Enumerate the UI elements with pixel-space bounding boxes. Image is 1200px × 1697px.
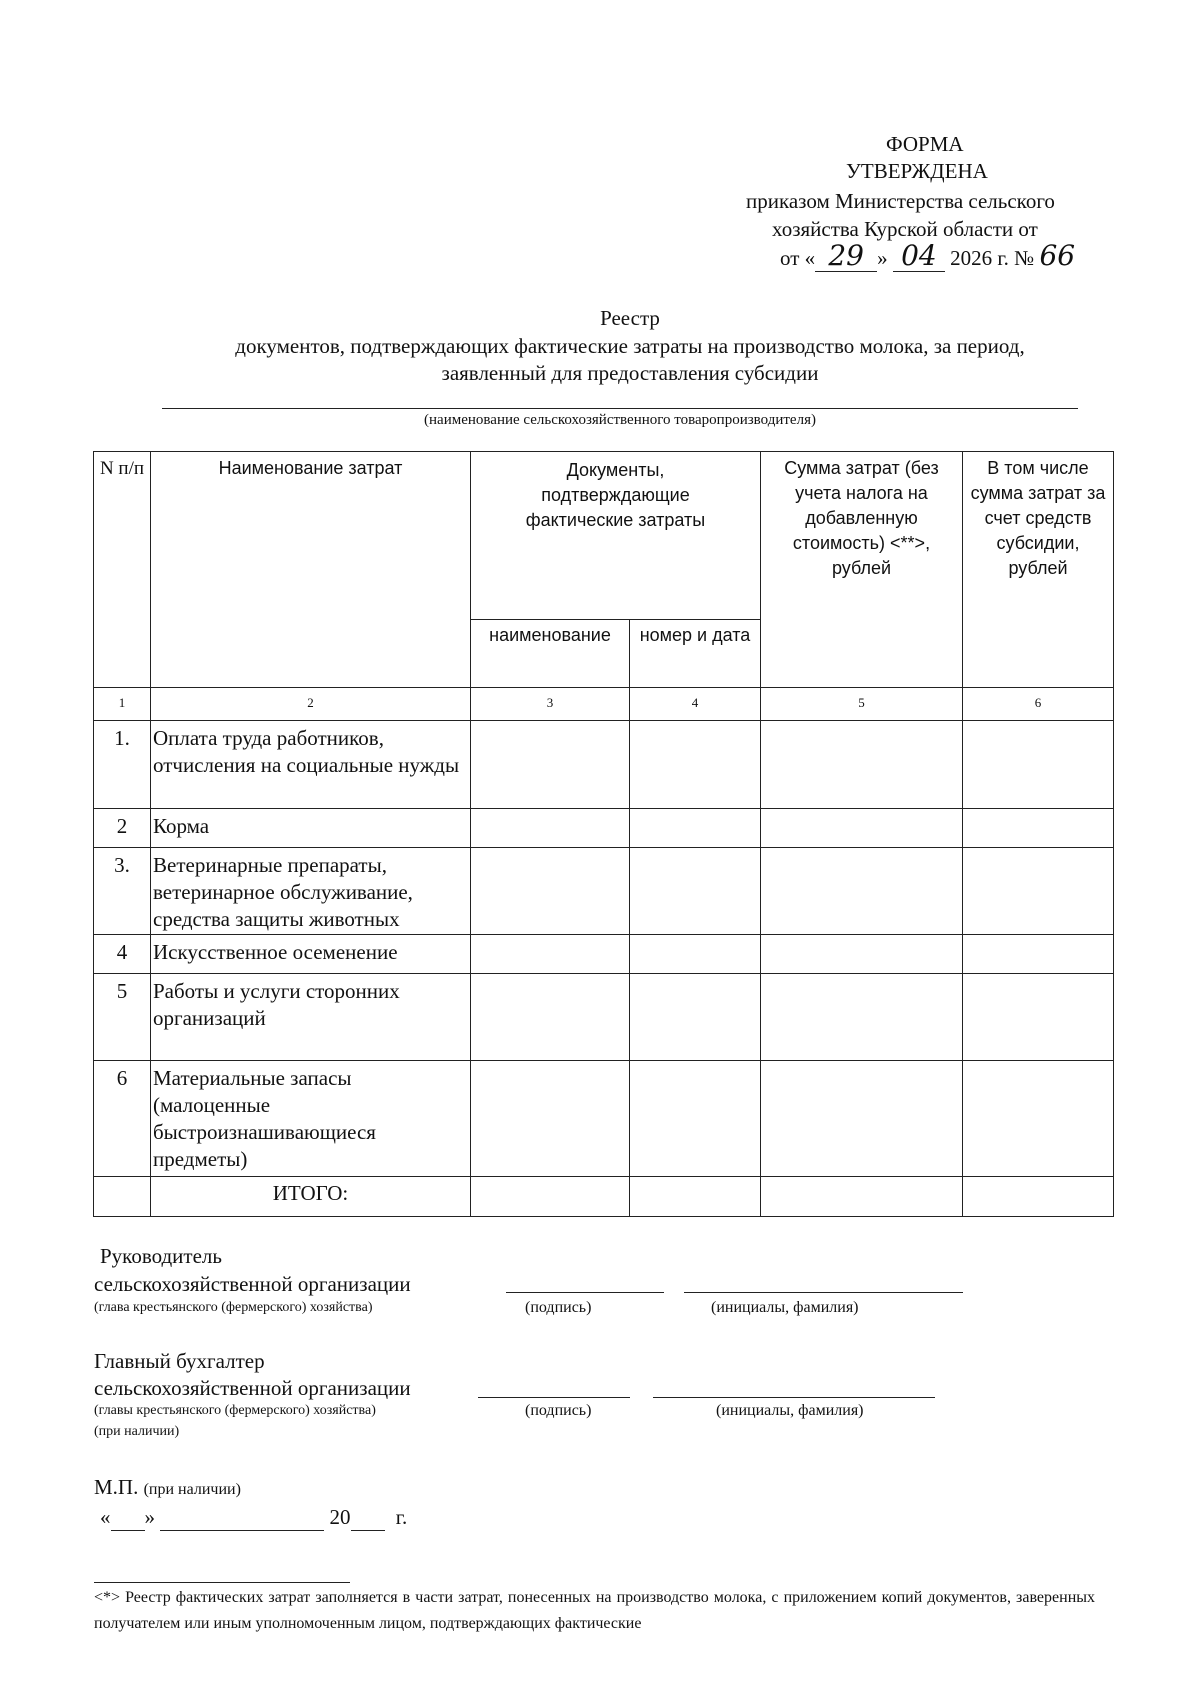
subsidy-cell[interactable] <box>963 848 1114 935</box>
approval-year: 2026 г. № <box>950 246 1035 270</box>
title-registry: Реестр <box>600 306 660 330</box>
date-open: « <box>100 1505 111 1529</box>
approval-line-4: хозяйства Курской области от <box>772 217 1038 241</box>
producer-caption: (наименование сельскохозяйственного товаропроизводителя) <box>424 412 816 428</box>
total-subsidy-cell[interactable] <box>963 1177 1114 1217</box>
row-number: 2 <box>94 809 151 848</box>
title-line-3: заявленный для предоставления субсидии <box>441 361 819 385</box>
row-cost-name: Корма <box>151 809 471 848</box>
approval-date-mid: » <box>877 246 888 270</box>
docs-name-cell[interactable] <box>471 721 630 809</box>
head-name-caption: (инициалы, фамилия) <box>711 1299 859 1316</box>
row-number: 5 <box>94 974 151 1061</box>
header-name: Наименование затрат <box>151 452 471 688</box>
date-close: » <box>144 1505 155 1529</box>
approval-line-2: УТВЕРЖДЕНА <box>846 159 988 183</box>
accountant-signature-line[interactable] <box>478 1397 630 1398</box>
approval-date-line <box>780 239 1076 272</box>
total-docs-name-cell[interactable] <box>471 1177 630 1217</box>
subsidy-cell[interactable] <box>963 721 1114 809</box>
approval-date-prefix: от « <box>780 246 816 270</box>
head-note: (глава крестьянского (фермерского) хозяйства) <box>94 1300 373 1315</box>
seal-note: (при наличии) <box>143 1481 241 1498</box>
total-row <box>94 1177 1114 1217</box>
subsidy-cell[interactable] <box>963 809 1114 848</box>
accountant-name-line[interactable] <box>653 1397 935 1398</box>
approval-line-1: ФОРМА <box>886 132 964 156</box>
header-subsidy: В том числе сумма затрат за счет средств субсидии, рублей <box>963 452 1114 688</box>
approval-number: 66 <box>1039 239 1076 272</box>
head-signature-line[interactable] <box>506 1292 664 1293</box>
docs-name-cell[interactable] <box>471 1061 630 1177</box>
col-number: 4 <box>630 688 761 721</box>
row-number: 4 <box>94 935 151 974</box>
table-row <box>94 848 1114 935</box>
header-docs-name: наименование <box>471 620 630 688</box>
title-line-2: документов, подтверждающих фактические затраты на производство молока, за период, <box>235 334 1025 358</box>
docs-number-cell[interactable] <box>630 809 761 848</box>
col-number: 6 <box>963 688 1114 721</box>
date-day-blank[interactable] <box>111 1504 145 1531</box>
seal-label: М.П. <box>94 1475 139 1499</box>
date-year-blank[interactable] <box>351 1504 385 1531</box>
table-header-row <box>94 452 1114 620</box>
docs-name-cell[interactable] <box>471 848 630 935</box>
row-number: 3. <box>94 848 151 935</box>
registry-table <box>93 451 1114 1217</box>
footnote-text: <*> Реестр фактических затрат заполняется в части затрат, понесенных на производство молока, с приложением копий документов, заверенных получателем или иным уполномоченным лицом, подтверждающих фактические <box>94 1589 1095 1632</box>
total-number-cell <box>94 1177 151 1217</box>
approval-day: 29 <box>815 243 877 272</box>
accountant-title: Главный бухгалтер <box>94 1349 265 1373</box>
date-line <box>100 1504 407 1531</box>
row-cost-name: Искусственное осеменение <box>151 935 471 974</box>
sum-cell[interactable] <box>761 809 963 848</box>
subsidy-cell[interactable] <box>963 1061 1114 1177</box>
approval-month: 04 <box>893 243 945 272</box>
docs-name-cell[interactable] <box>471 974 630 1061</box>
col-number: 3 <box>471 688 630 721</box>
table-row <box>94 809 1114 848</box>
column-numbers-row <box>94 688 1114 721</box>
producer-name-line <box>162 408 1078 409</box>
date-year: 20 <box>329 1505 351 1529</box>
row-cost-name: Ветеринарные препараты, ветеринарное обслуживание, средства защиты животных <box>151 848 471 935</box>
row-cost-name: Материальные запасы (малоценные быстроизнашивающиеся предметы) <box>151 1061 471 1177</box>
head-signature-caption: (подпись) <box>525 1299 592 1316</box>
head-organization: сельскохозяйственной организации <box>94 1272 411 1296</box>
row-number: 1. <box>94 721 151 809</box>
accountant-name-caption: (инициалы, фамилия) <box>716 1402 864 1419</box>
seal-mark <box>94 1474 241 1500</box>
head-title: Руководитель <box>100 1244 222 1268</box>
date-month-blank[interactable] <box>160 1504 324 1531</box>
accountant-signature-caption: (подпись) <box>525 1402 592 1419</box>
col-number: 1 <box>94 688 151 721</box>
subsidy-cell[interactable] <box>963 974 1114 1061</box>
accountant-organization: сельскохозяйственной организации <box>94 1376 411 1400</box>
header-sum: Сумма затрат (без учета налога на добавленную стоимость) <**>, рублей <box>761 452 963 688</box>
head-name-line[interactable] <box>684 1292 963 1293</box>
approval-line-3: приказом Министерства сельского <box>746 189 1055 213</box>
table-row <box>94 1061 1114 1177</box>
header-n: N п/п <box>94 452 151 688</box>
sum-cell[interactable] <box>761 721 963 809</box>
total-sum-cell[interactable] <box>761 1177 963 1217</box>
row-cost-name: Оплата труда работников, отчисления на социальные нужды <box>151 721 471 809</box>
accountant-note: (главы крестьянского (фермерского) хозяйства) <box>94 1403 376 1418</box>
docs-number-cell[interactable] <box>630 974 761 1061</box>
docs-number-cell[interactable] <box>630 721 761 809</box>
col-number: 2 <box>151 688 471 721</box>
docs-number-cell[interactable] <box>630 1061 761 1177</box>
sum-cell[interactable] <box>761 935 963 974</box>
sum-cell[interactable] <box>761 848 963 935</box>
total-docs-number-cell[interactable] <box>630 1177 761 1217</box>
sum-cell[interactable] <box>761 1061 963 1177</box>
table-row <box>94 721 1114 809</box>
table-row <box>94 935 1114 974</box>
docs-name-cell[interactable] <box>471 809 630 848</box>
table-row <box>94 974 1114 1061</box>
header-docs: Документы, подтверждающие фактические затраты <box>471 452 761 620</box>
col-number: 5 <box>761 688 963 721</box>
sum-cell[interactable] <box>761 974 963 1061</box>
total-label: ИТОГО: <box>151 1177 471 1217</box>
row-number: 6 <box>94 1061 151 1177</box>
date-suffix: г. <box>395 1505 408 1529</box>
row-cost-name: Работы и услуги сторонних организаций <box>151 974 471 1061</box>
subsidy-cell[interactable] <box>963 935 1114 974</box>
docs-number-cell[interactable] <box>630 935 761 974</box>
docs-number-cell[interactable] <box>630 848 761 935</box>
docs-name-cell[interactable] <box>471 935 630 974</box>
footnote-separator <box>94 1582 350 1583</box>
accountant-note-2: (при наличии) <box>94 1424 180 1439</box>
header-docs-number: номер и дата <box>630 620 761 688</box>
